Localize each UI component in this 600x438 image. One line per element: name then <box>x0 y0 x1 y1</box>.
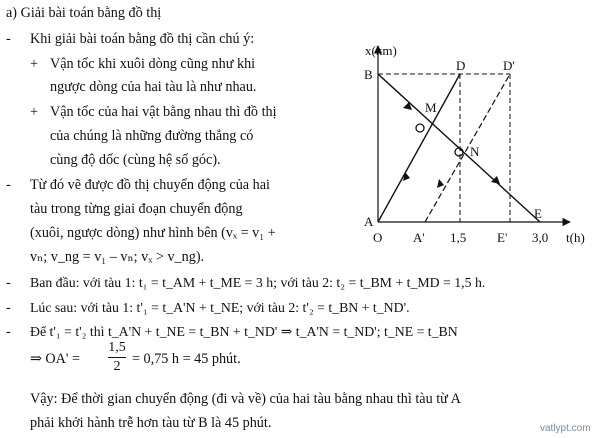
label-a: A <box>364 214 374 229</box>
label-n: N <box>470 144 480 159</box>
equation-rhs: = 0,75 h = 45 phút. <box>132 351 241 367</box>
y-axis-label: x(km) <box>365 43 397 58</box>
watermark: vatlypt.com <box>540 423 591 434</box>
text-line: ngược dòng của hai tàu là như nhau. <box>50 79 257 95</box>
bullet-dash: - <box>6 275 11 291</box>
arrow-mark <box>491 176 500 184</box>
text-line: Vận tốc của hai vật bằng nhau thì đồ thị <box>50 104 277 120</box>
point-n-marker <box>455 148 463 156</box>
conclusion-line: phải khởi hành trễ hơn tàu từ B là 45 phút. <box>30 415 272 431</box>
section-heading: a) Giải bài toán bằng đồ thị <box>6 5 162 21</box>
bullet-dash: - <box>6 324 11 340</box>
text-line: Khi giải bài toán bằng đồ thị cần chú ý: <box>30 31 255 47</box>
tick-3-0: 3,0 <box>532 230 549 245</box>
equation-lhs: ⇒ OA' = <box>30 351 81 367</box>
bullet-dash: - <box>6 177 11 193</box>
fraction-numerator: 1,5 <box>108 340 126 355</box>
text-line: vₙ; v_ng = v₁ – vₙ; vₓ > v_ng). <box>30 249 205 265</box>
bullet-plus: + <box>30 104 39 120</box>
text-line: của chúng là những đường thẳng có <box>50 128 254 144</box>
tick-1-5: 1,5 <box>450 230 467 245</box>
point-m-marker <box>416 124 424 132</box>
arrow-mark <box>437 179 444 188</box>
label-d-prime: D' <box>503 58 515 73</box>
line-a-d <box>378 74 460 222</box>
text-line: Từ đó vẽ được đồ thị chuyển động của hai <box>30 177 270 193</box>
label-e-prime: E' <box>497 230 508 245</box>
label-a-prime: A' <box>413 230 425 245</box>
text-line: Ban đầu: với tàu 1: t₁ = t_AM + t_ME = 3 h; với tàu 2: t₂ = t_BM + t_MD = 1,5 h. <box>30 275 486 290</box>
bullet-dash: - <box>6 300 11 316</box>
text-line: cùng độ dốc (cùng hệ số góc). <box>50 152 221 168</box>
line-a-prime-d-prime <box>425 74 510 222</box>
text-line: tàu trong từng giai đoạn chuyển động <box>30 201 243 217</box>
arrow-mark <box>403 172 410 181</box>
text-line: Vận tốc khi xuôi dòng cũng như khi <box>50 56 256 72</box>
text-line: (xuôi, ngược dòng) như hình bên (vₓ = v₁ + <box>30 225 276 241</box>
label-m: M <box>425 100 437 115</box>
label-d: D <box>456 58 466 73</box>
fraction-denominator: 2 <box>113 359 121 374</box>
label-b: B <box>364 67 373 82</box>
bullet-dash: - <box>6 31 11 47</box>
conclusion-line: Vậy: Để thời gian chuyển động (đi và về) của hai tàu bằng nhau thì tàu từ A <box>30 391 461 407</box>
label-e: E <box>534 206 542 221</box>
text-line: Lúc sau: với tàu 1: t'₁ = t_A'N + t_NE; với tàu 2: t'₂ = t_BN + t_ND'. <box>30 300 410 315</box>
bullet-plus: + <box>30 56 39 72</box>
x-axis-label: t(h) <box>566 230 585 245</box>
label-o: O <box>373 230 383 245</box>
text-line: Để t'₁ = t'₂ thì t_A'N + t_NE = t_BN + t_ND' ⇒ t_A'N = t_ND'; t_NE = t_BN <box>30 324 458 339</box>
